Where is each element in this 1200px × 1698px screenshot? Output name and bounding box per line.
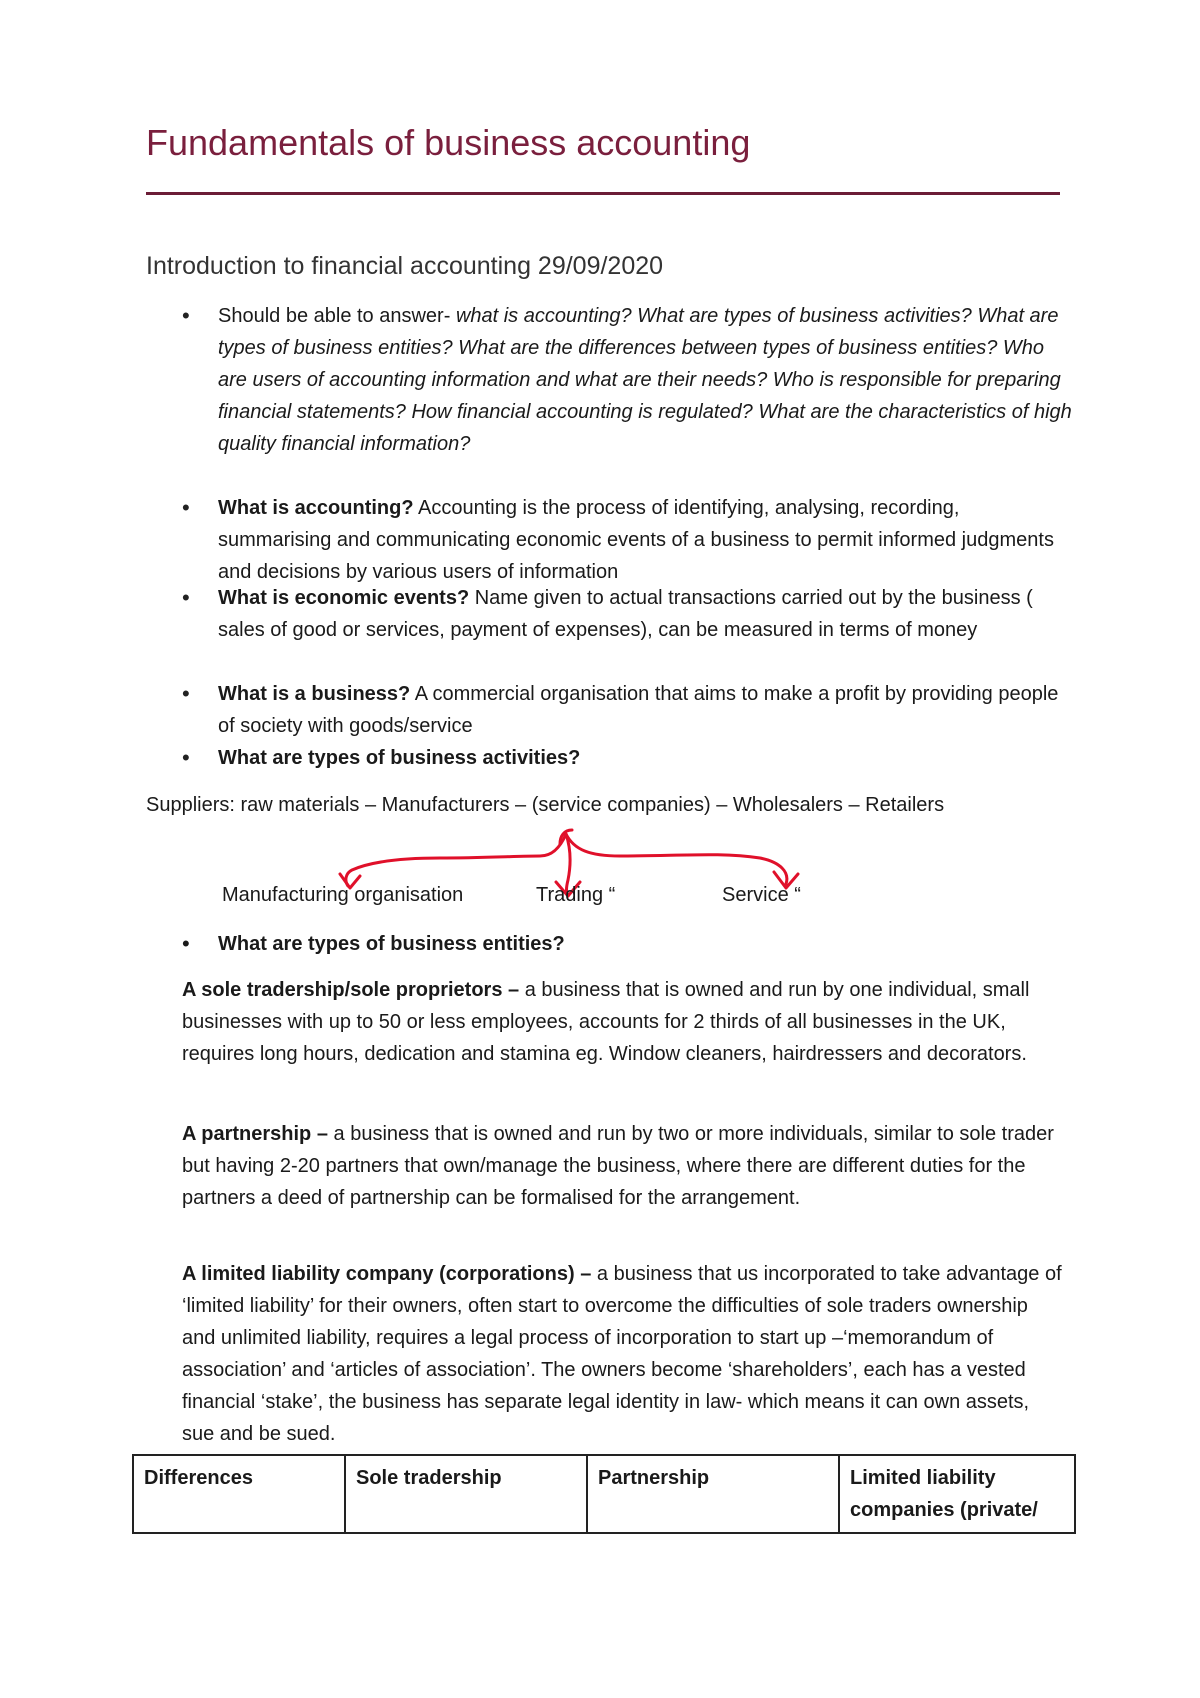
arrow-right-curve: [566, 834, 787, 884]
bullet-label: What is economic events?: [218, 587, 470, 609]
list-item: [218, 582, 1078, 678]
entities-heading: • What are types of business entities?: [218, 928, 565, 960]
bullet-text: Accounting is the process of identifying, analysing, recording, summarising and communicating economic events of a business to permit informed judgments and decisions by various users of information: [218, 497, 1054, 583]
bullet-text: A commercial organisation that aims to make a profit by providing people of society with goods/service: [218, 683, 1059, 737]
arrow-top-hook: [560, 830, 572, 844]
paragraph-text: a business that is owned and run by two or more individuals, similar to sole trader but having 2-20 partners that own/manage the business, where there are different duties for the partners a deed of partnership can be formalised for the arrangement.: [182, 1123, 1054, 1209]
bullet-text: what is accounting? What are types of business activities? What are types of business entities? What are the differences between types of business entities? Who are users of accounting information and what are their needs? Who is responsible for preparing financial statements? How financial accounting is regulated? What are the characteristics of high quality financial information?: [218, 305, 1072, 455]
supply-chain-line: Suppliers: raw materials – Manufacturers – (service companies) – Wholesalers – Retailers: [146, 794, 945, 816]
title-divider: [146, 192, 1060, 195]
list-item: [218, 492, 1078, 582]
category-service: Service “: [722, 884, 801, 906]
section-heading: Introduction to financial accounting 29/09/2020: [146, 252, 664, 280]
paragraph-limited-company: [182, 1258, 1062, 1450]
paragraph-label: A partnership –: [182, 1123, 328, 1145]
list-item: [218, 678, 1078, 742]
paragraph-sole-trader: [182, 974, 1062, 1070]
bullet-label: Should be able to answer-: [218, 305, 451, 327]
arrow-main-curve: [346, 834, 566, 886]
paragraph-text: a business that us incorporated to take advantage of ‘limited liability’ for their owners, often start to overcome the difficulties of sole traders ownership and unlimited liability, requires a legal process of incorporation to start up –‘memorandum of association’ and ‘articles of association’. The owners become ‘shareholders’, each has a vested financial ‘stake’, the business has separate legal identity in law- which means it can own assets, sue and be sued.: [182, 1263, 1062, 1445]
paragraph-text: a business that is owned and run by one individual, small businesses with up to 50 or less employees, accounts for 2 thirds of all businesses in the UK, requires long hours, dedication and stamina eg. Window cleaners, hairdressers and decorators.: [182, 979, 1030, 1065]
table-header-cell: Differences: [133, 1455, 345, 1533]
bullet-list: [218, 300, 1078, 774]
paragraph-label: A limited liability company (corporations) –: [182, 1263, 592, 1285]
table-row: [133, 1455, 1075, 1533]
table-header-cell: Partnership: [587, 1455, 839, 1533]
document-title: Fundamentals of business accounting: [146, 122, 751, 163]
table-header-cell: Sole tradership: [345, 1455, 587, 1533]
table-header-cell: Limited liability companies (private/: [839, 1455, 1075, 1533]
bullet-label: What is accounting?: [218, 497, 414, 519]
paragraph-partnership: [182, 1118, 1062, 1214]
category-trading: Trading “: [536, 884, 616, 906]
list-item: [218, 742, 1078, 774]
list-item: [218, 300, 1078, 492]
paragraph-label: A sole tradership/sole proprietors –: [182, 979, 520, 1001]
bullet-label: What is a business?: [218, 683, 411, 705]
category-manufacturing: Manufacturing organisation: [222, 884, 464, 906]
bullet-text: Name given to actual transactions carried out by the business ( sales of good or services, payment of expenses), can be measured in terms of money: [218, 587, 1033, 641]
differences-table: [132, 1454, 1076, 1534]
bullet-label: What are types of business activities?: [218, 747, 581, 769]
